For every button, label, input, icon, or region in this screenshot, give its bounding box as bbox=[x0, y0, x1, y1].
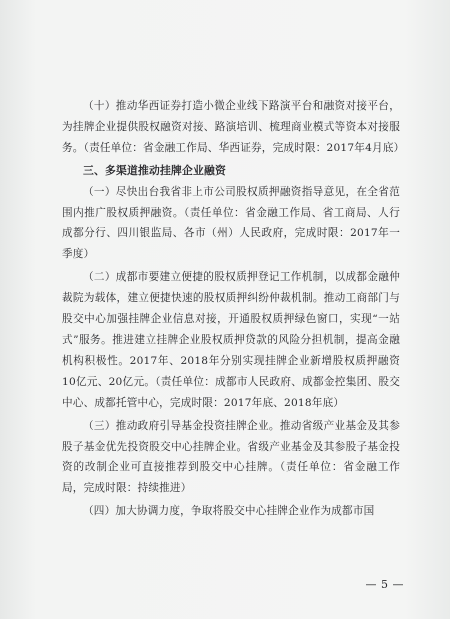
section-heading: 三、多渠道推动挂牌企业融资 bbox=[83, 163, 226, 177]
paragraph-item-3: （三）推动政府引导基金投资挂牌企业。推动省级产业基金及其参股子基金优先投资股交中心挂牌企业。省级产业基金及其参股子基金投资的改制企业可直接推荐到股交中心挂牌。（责任单位：省金融工作局，完成时限：持续推进） bbox=[62, 419, 400, 495]
paragraph-item-4: （四）加大协调力度，争取将股交中心挂牌企业作为成都市国 bbox=[83, 505, 375, 518]
paragraph-item-1: （一）尽快出台我省非上市公司股权质押融资指导意见，在全省范围内推广股权质押融资。（责任单位：省金融工作局、省工商局、人行成都分行、四川银监局、各市（州）人民政府，完成时限：2017年一季度） bbox=[62, 185, 400, 261]
paragraph-item-2: （二）成都市要建立便捷的股权质押登记工作机制，以成都金融仲裁院为载体，建立便捷快速的股权质押纠纷仲裁机制。推动工商部门与股交中心加强挂牌企业信息对接，开通股权质押绿色窗口，实现“一站式”服务。推进建立挂牌企业股权质押贷款的风险分担机制，提高金融机构积极性。2017年、2018年分别实现挂牌企业新增股权质押融资10亿元、20亿元。（责任单位：成都市人民政府、成都金控集团、股交中心、成都托管中心，完成时限：2017年底、2018年底） bbox=[62, 271, 400, 409]
paragraph-item-10: （十）推动华西证券打造小微企业线下路演平台和融资对接平台，为挂牌企业提供股权融资对接、路演培训、梳理商业模式等资本对接服务。（责任单位：省金融工作局、华西证券，完成时限：2017年4月底） bbox=[62, 100, 405, 154]
page-number: — 5 — bbox=[365, 578, 404, 591]
page-content bbox=[62, 96, 405, 522]
